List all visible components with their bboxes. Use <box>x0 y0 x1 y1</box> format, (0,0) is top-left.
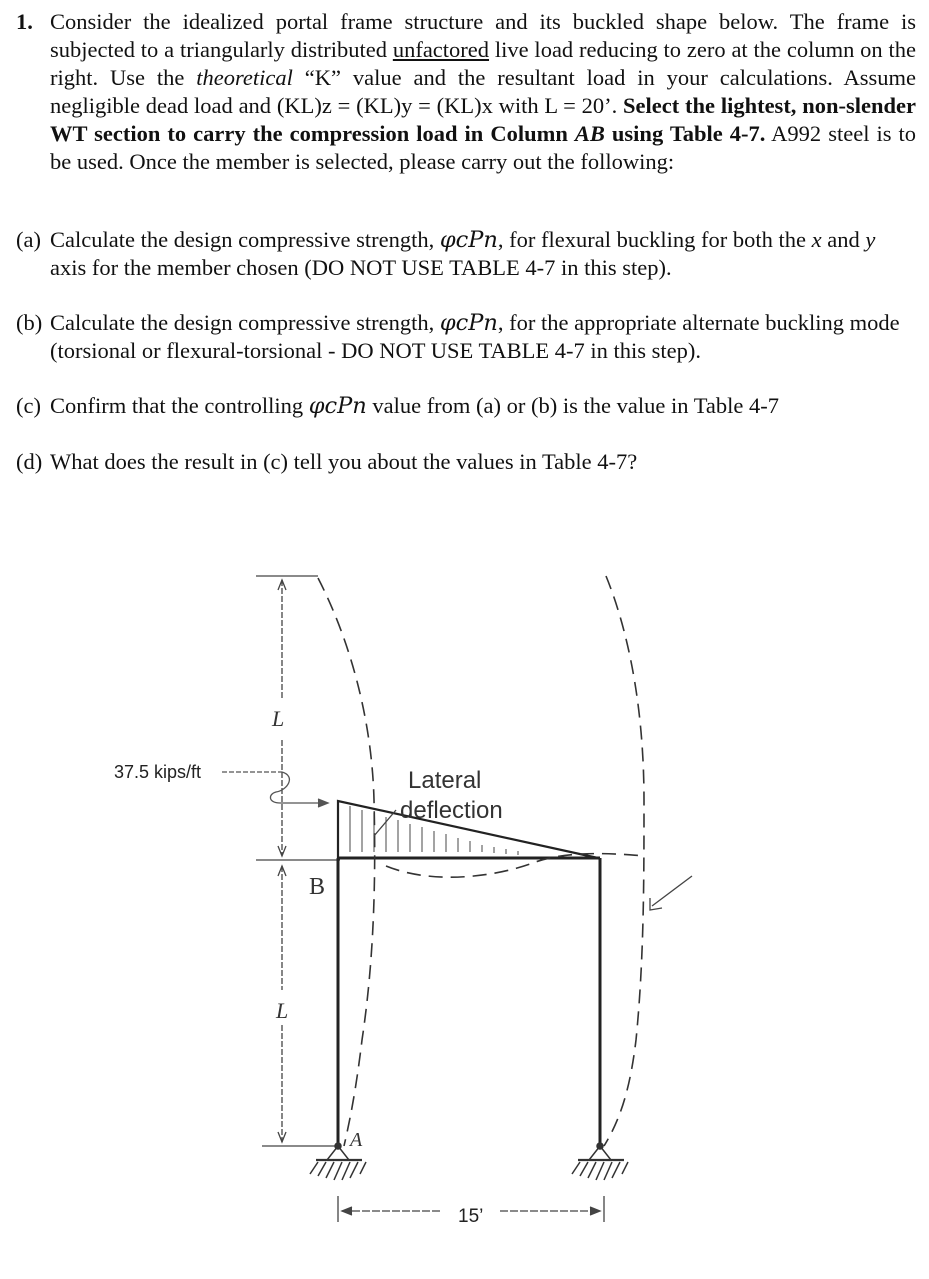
part-a-x-axis: x <box>811 227 822 252</box>
joint-label-A: A <box>350 1129 363 1151</box>
part-a-y-axis: y <box>865 227 876 252</box>
part-c-label: (c) <box>16 393 41 418</box>
phi-c-pn-symbol: φcPn <box>439 227 498 253</box>
load-magnitude-label: 37.5 kips/ft <box>114 762 202 782</box>
problem-text-ab: AB <box>574 121 605 146</box>
buckled-shape <box>318 576 644 1146</box>
part-d-text: What does the result in (c) tell you about the values in Table 4-7? <box>50 449 638 474</box>
problem-text-1: Consider the idealized portal frame structure and its buckled shape below. The frame is subjected to a triangularly distributed <box>50 9 916 62</box>
portal-frame <box>338 858 600 1146</box>
problem-number: 1. <box>16 9 33 34</box>
lateral-deflection-label-1: Lateral <box>408 767 482 794</box>
right-pointer <box>650 876 692 910</box>
problem-text-unfactored: unfactored <box>392 37 490 62</box>
dimension-label-L-bottom: L <box>276 998 289 1023</box>
part-c-text-2: value from (a) or (b) is the value in Table 4-7 <box>366 393 779 418</box>
part-c-text: Confirm that the controlling <box>50 393 309 418</box>
problem-text-3: live load reducing to zero at the column on the right. Use the <box>50 37 916 90</box>
part-a-text-3: and <box>821 227 866 252</box>
dimension-label-L-top: L <box>272 706 285 731</box>
part-d-label: (d) <box>16 449 43 474</box>
problem-text-9: A992 steel is to be used. Once the member is selected, please carry out the following: <box>50 121 916 174</box>
problem-text-table: using Table 4-7. <box>604 121 766 146</box>
span-label: 15’ <box>458 1206 484 1227</box>
load-leader-line <box>222 772 328 807</box>
part-a-text-4: axis for the member chosen (DO NOT USE TABLE 4-7 in this step). <box>50 255 672 280</box>
problem-text-select: Select the lightest, non-slender WT section to carry the compression load in Column <box>50 93 916 146</box>
part-a-text-2: , for flexural buckling for both the <box>497 227 812 252</box>
lateral-deflection-pointer <box>374 810 396 836</box>
height-dimension <box>256 576 340 1146</box>
problem-text-5: “K” value and the resultant load in your calculations. Assume negligible dead load and (KL)z = (KL)y = (KL)x with L = 20’. <box>50 65 916 118</box>
problem-text-theoretical: theoretical <box>196 65 293 90</box>
joint-label-B: B <box>309 874 326 900</box>
support-right <box>572 1143 628 1180</box>
lateral-deflection-label-2: deflection <box>400 797 503 824</box>
part-a-text: Calculate the design compressive strength, <box>50 227 440 252</box>
part-b-label: (b) <box>16 310 43 335</box>
phi-c-pn-symbol: φcPn <box>308 393 367 419</box>
part-b-text: Calculate the design compressive strength, <box>50 310 440 335</box>
part-a-label: (a) <box>16 227 41 252</box>
phi-c-pn-symbol: φcPn <box>439 310 498 336</box>
part-b-text-2: , for the appropriate alternate buckling mode (torsional or flexural-torsional - DO NOT USE TABLE 4-7 in this step). <box>50 310 900 363</box>
